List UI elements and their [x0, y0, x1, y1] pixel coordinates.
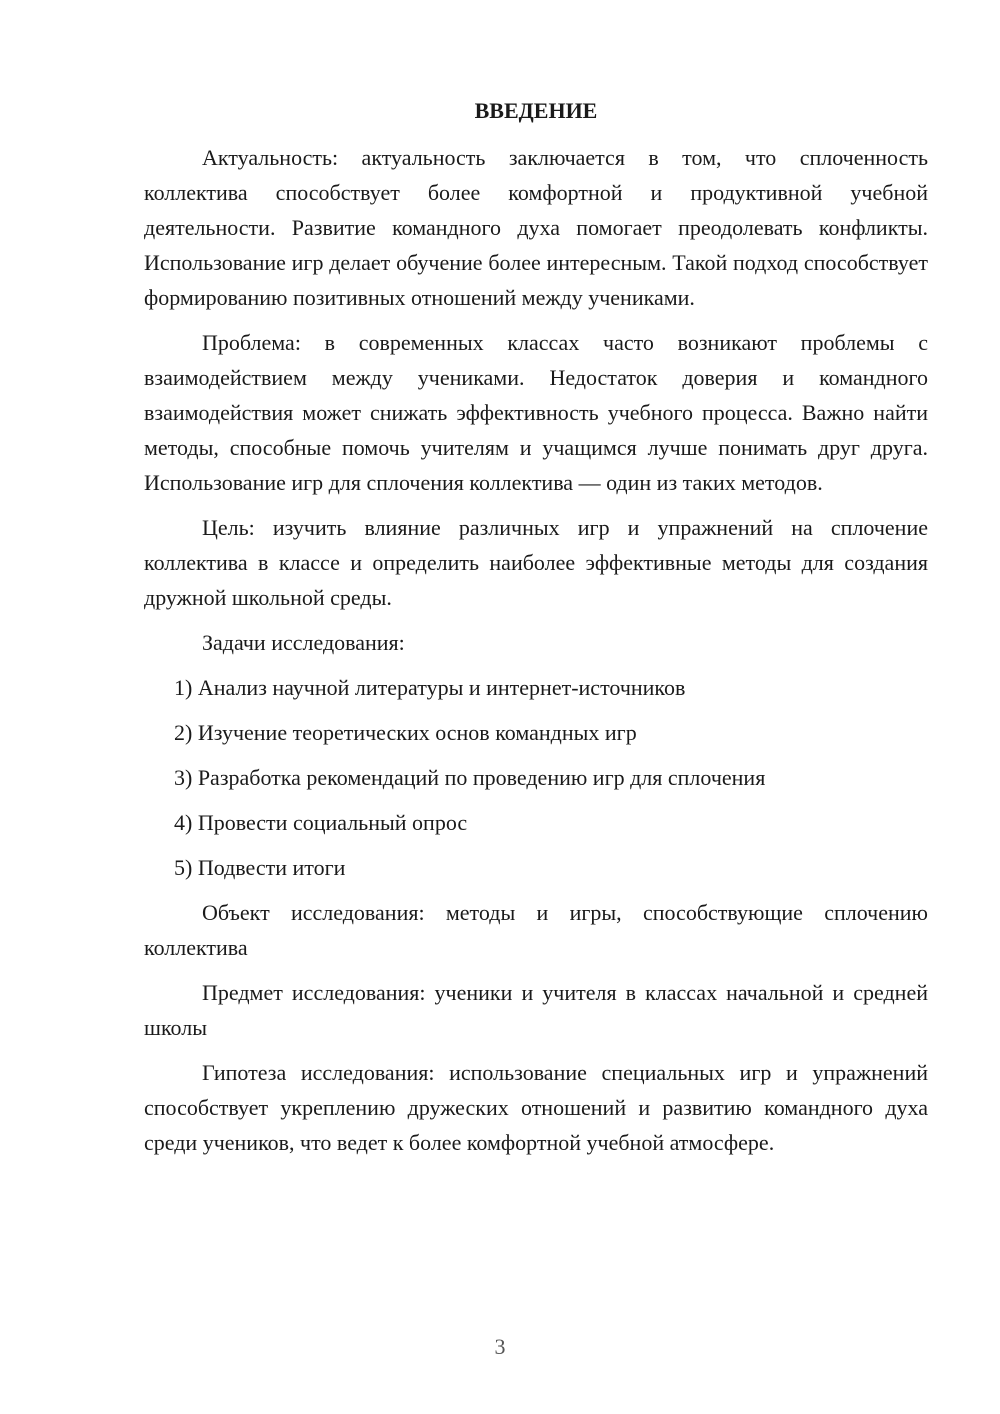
section-title: ВВЕДЕНИЕ: [474, 98, 598, 123]
page-content: [144, 94, 928, 1160]
task-list: [144, 670, 928, 885]
task-item: 1) Анализ научной литературы и интернет-источников: [174, 675, 686, 700]
task-item: 5) Подвести итоги: [174, 855, 346, 880]
object-paragraph: Объект исследования: методы и игры, способствующие сплочению коллектива: [144, 900, 928, 960]
problem-paragraph: Проблема: в современных классах часто возникают проблемы с взаимодействием между учениками. Недостаток доверия и командного взаимодействия может снижать эффективность учебного процесса. Важно найти методы, способные помочь учителям и учащимся лучше понимать друг друга. Использование игр для сплочения коллектива — один из таких методов.: [144, 330, 928, 495]
goal-paragraph: Цель: изучить влияние различных игр и упражнений на сплочение коллектива в классе и определить наиболее эффективные методы для создания дружной школьной среды.: [144, 515, 928, 610]
task-item: 2) Изучение теоретических основ командных игр: [174, 720, 637, 745]
page-number: 3: [494, 1334, 506, 1359]
tasks-heading: Задачи исследования:: [202, 630, 405, 655]
relevance-paragraph: Актуальность: актуальность заключается в том, что сплоченность коллектива способствует более комфортной и продуктивной учебной деятельности. Развитие командного духа помогает преодолевать конфликты. Использование игр делает обучение более интересным. Такой подход способствует формированию позитивных отношений между учениками.: [144, 145, 928, 310]
hypothesis-paragraph: Гипотеза исследования: использование специальных игр и упражнений способствует укреплению дружеских отношений и развитию командного духа среди учеников, что ведет к более комфортной учебной атмосфере.: [144, 1060, 928, 1155]
task-item: 3) Разработка рекомендаций по проведению игр для сплочения: [174, 765, 766, 790]
task-item: 4) Провести социальный опрос: [174, 810, 468, 835]
subject-paragraph: Предмет исследования: ученики и учителя в классах начальной и средней школы: [144, 980, 928, 1040]
